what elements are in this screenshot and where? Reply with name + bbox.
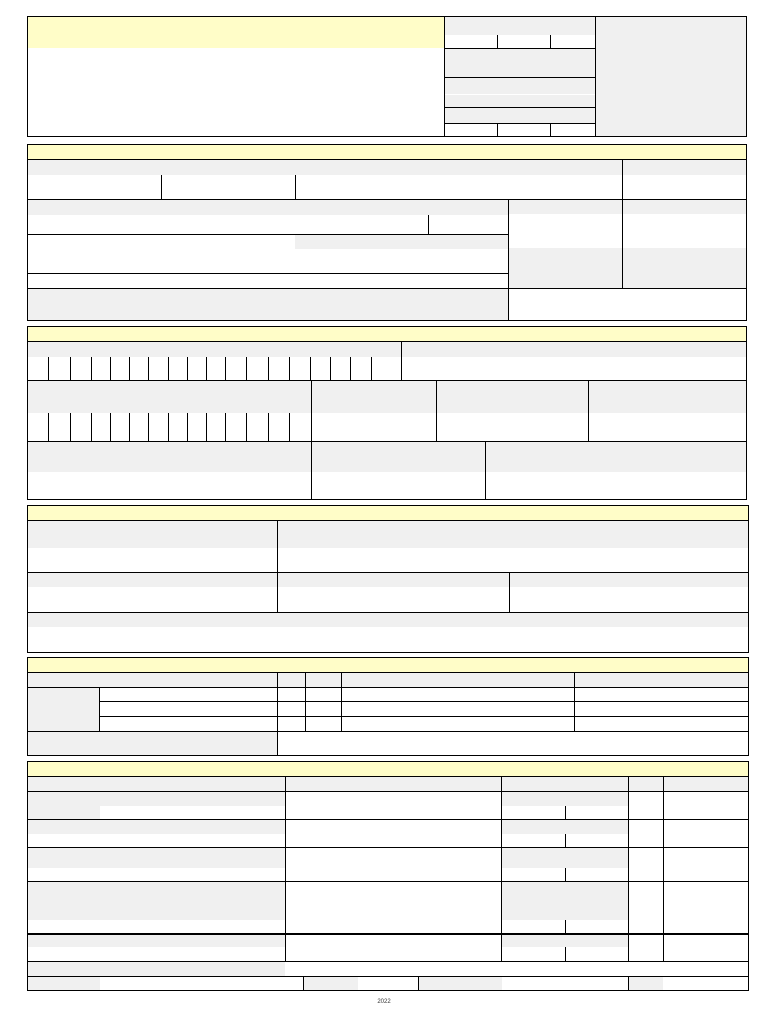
section-6-field-2a[interactable] bbox=[100, 820, 285, 834]
form-page-field[interactable] bbox=[445, 108, 595, 123]
section-2-field-c4[interactable] bbox=[623, 248, 746, 288]
section-6 bbox=[27, 761, 749, 991]
section-6-field-3a[interactable] bbox=[180, 848, 285, 868]
section-4-field-2c[interactable] bbox=[510, 587, 748, 612]
section-3-field-2d[interactable] bbox=[589, 413, 746, 441]
section-2 bbox=[27, 144, 747, 321]
section-6-desc-2[interactable] bbox=[286, 820, 501, 847]
section-2-field-a3[interactable] bbox=[296, 175, 622, 199]
section-5-row-2[interactable] bbox=[100, 702, 277, 716]
section-3-header bbox=[28, 327, 746, 341]
section-2-field-a4[interactable] bbox=[623, 175, 746, 199]
section-4-field-2a[interactable] bbox=[28, 587, 277, 612]
section-2-field-b2[interactable] bbox=[296, 215, 428, 234]
section-6-footer-field-4[interactable] bbox=[663, 977, 748, 990]
section-3-field-2b[interactable] bbox=[312, 413, 436, 441]
section-2-field-c5[interactable] bbox=[509, 289, 746, 320]
section-5-row-3[interactable] bbox=[100, 717, 277, 731]
section-3-comb-field-2[interactable] bbox=[28, 413, 311, 441]
section-6-footer-field-2[interactable] bbox=[358, 977, 418, 990]
section-6-field-1a[interactable] bbox=[100, 792, 285, 806]
section-3-field-2c[interactable] bbox=[437, 413, 588, 441]
section-2-field-c2[interactable] bbox=[623, 215, 746, 247]
section-4-field-1a[interactable] bbox=[28, 548, 277, 572]
form-version-field[interactable] bbox=[445, 49, 595, 77]
section-2-field-b3[interactable] bbox=[429, 215, 508, 234]
section-5-row-1[interactable] bbox=[100, 688, 277, 701]
section-2-field-a1[interactable] bbox=[28, 175, 161, 199]
section-3-field-3b[interactable] bbox=[312, 472, 485, 499]
form-id-field[interactable] bbox=[445, 17, 595, 35]
section-2-field-b6[interactable] bbox=[28, 289, 508, 320]
form-date-field[interactable] bbox=[445, 78, 595, 107]
section-6-field-4a[interactable] bbox=[100, 882, 285, 920]
form-title-field[interactable] bbox=[28, 17, 444, 48]
section-6-desc-3[interactable] bbox=[286, 848, 501, 881]
section-3 bbox=[27, 326, 747, 500]
section-3-field-3c[interactable] bbox=[486, 472, 746, 499]
section-5-field-total[interactable] bbox=[278, 732, 748, 755]
stamp-area bbox=[596, 17, 746, 136]
section-6-field-5a[interactable] bbox=[180, 935, 285, 947]
section-5 bbox=[27, 657, 749, 756]
section-6-footer-field-1[interactable] bbox=[100, 977, 303, 990]
footer-year: 2022 bbox=[377, 999, 391, 1005]
section-4-field-3[interactable] bbox=[28, 627, 748, 652]
form-header-block bbox=[27, 16, 747, 137]
section-3-comb-field-1[interactable] bbox=[28, 357, 401, 380]
section-2-field-b4[interactable] bbox=[28, 235, 508, 273]
section-6-footer-field-3[interactable] bbox=[502, 977, 628, 990]
form-description-area bbox=[28, 48, 444, 136]
section-2-field-c3[interactable] bbox=[509, 248, 622, 288]
section-5-header bbox=[28, 658, 748, 672]
section-3-field-3a[interactable] bbox=[28, 472, 311, 499]
section-2-field-c1[interactable] bbox=[509, 215, 622, 247]
section-3-field-1b[interactable] bbox=[402, 357, 746, 380]
section-2-header bbox=[28, 145, 746, 159]
section-6-header bbox=[28, 762, 748, 776]
section-4-field-1b[interactable] bbox=[278, 548, 748, 572]
section-2-field-b1[interactable] bbox=[28, 215, 294, 234]
section-4 bbox=[27, 505, 749, 653]
section-2-field-a2[interactable] bbox=[162, 175, 295, 199]
section-6-desc-5[interactable] bbox=[286, 935, 501, 961]
section-6-desc-1[interactable] bbox=[286, 792, 501, 819]
section-6-desc-4[interactable] bbox=[286, 882, 501, 933]
section-4-header bbox=[28, 506, 748, 520]
section-4-field-2b[interactable] bbox=[278, 587, 509, 612]
section-2-field-b5[interactable] bbox=[28, 274, 508, 288]
